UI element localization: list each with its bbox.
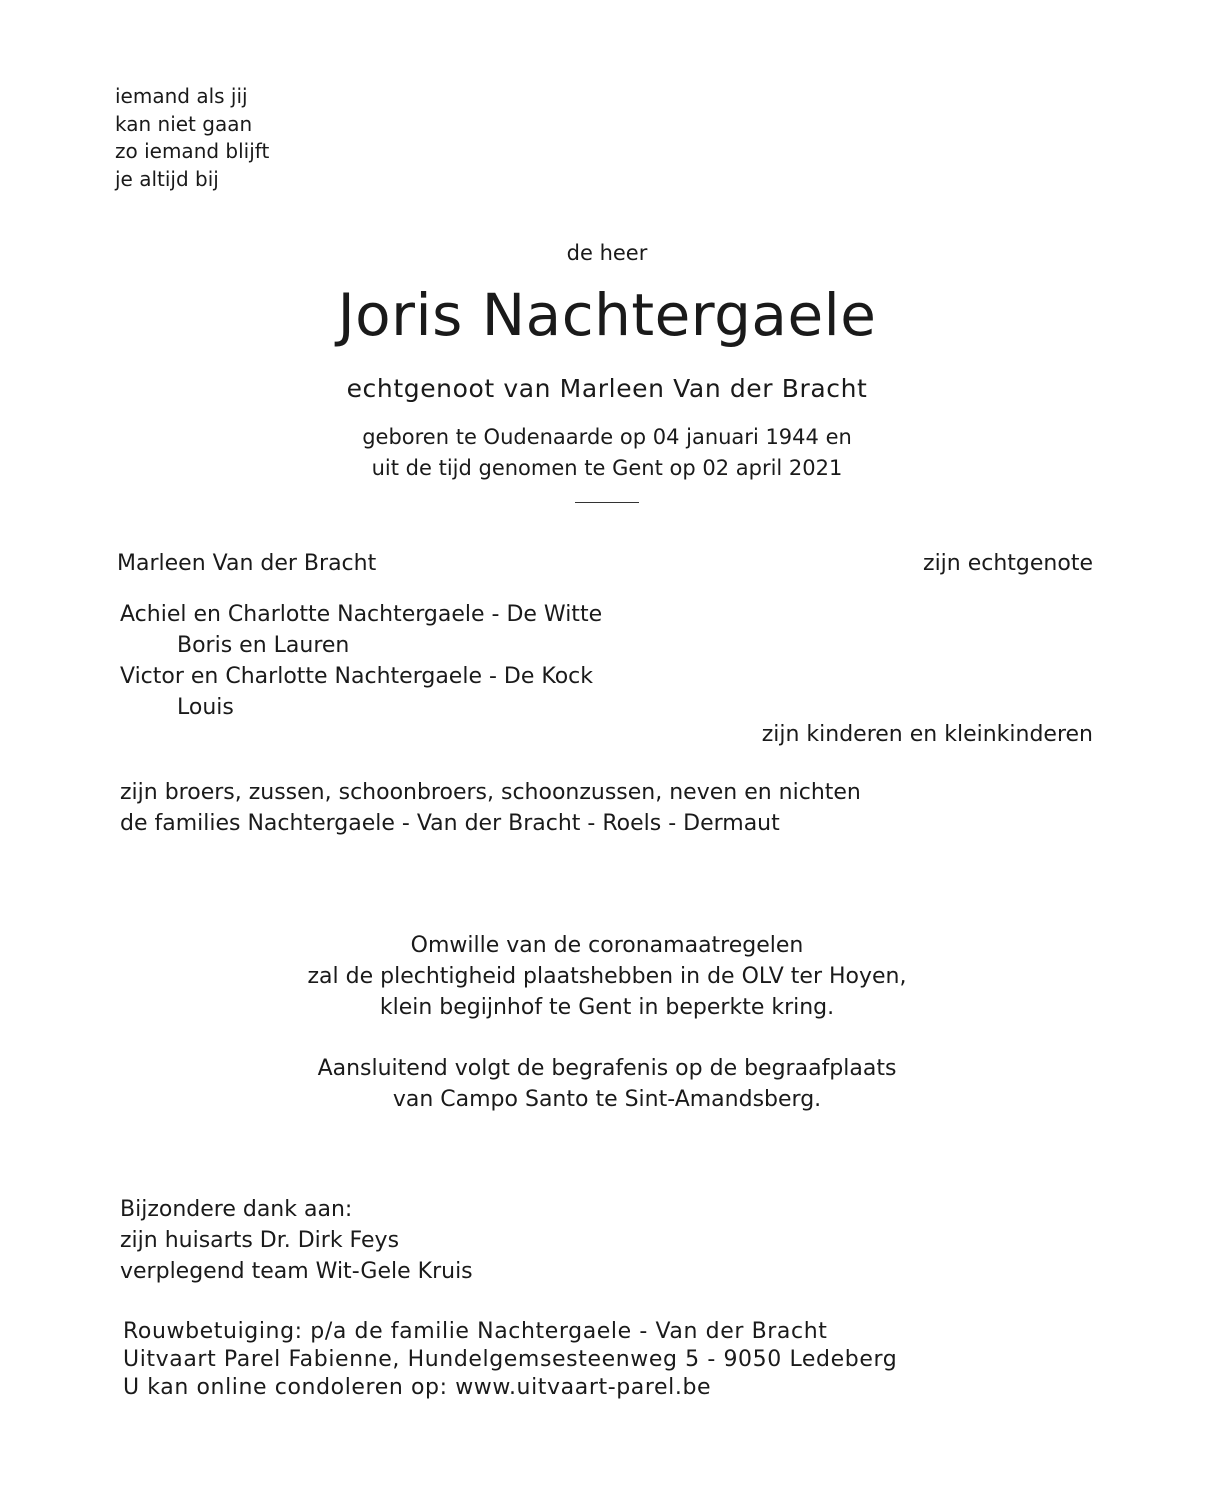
child-family: Victor en Charlotte Nachtergaele - De Kock bbox=[120, 664, 593, 689]
ceremony-line: klein begijnhof te Gent in beperkte kring. bbox=[379, 995, 835, 1020]
poem-line: iemand als jij bbox=[115, 84, 248, 108]
spouse-line: echtgenoot van Marleen Van der Bracht bbox=[346, 374, 868, 403]
burial-line: van Campo Santo te Sint-Amandsberg. bbox=[392, 1087, 822, 1112]
relatives bbox=[120, 777, 861, 839]
ceremony-line: Omwille van de coronamaatregelen bbox=[410, 933, 804, 958]
funeral-home: Uitvaart Parel Fabienne, Hundelgemsesteenweg 5 - 9050 Ledeberg bbox=[123, 1347, 898, 1372]
spouse-role: zijn echtgenote bbox=[923, 551, 1093, 576]
burial-line: Aansluitend volgt de begrafenis op de begraafplaats bbox=[317, 1056, 897, 1081]
condolence-address: Rouwbetuiging: p/a de familie Nachtergaele - Van der Bracht bbox=[123, 1319, 828, 1344]
poem-line: kan niet gaan bbox=[115, 111, 253, 136]
died-line: uit de tijd genomen te Gent op 02 april 2021 bbox=[371, 456, 843, 480]
poem-line: je altijd bij bbox=[115, 166, 219, 191]
grandchildren: Boris en Lauren bbox=[177, 633, 350, 658]
grandchildren: Louis bbox=[177, 695, 234, 720]
divider bbox=[575, 502, 639, 503]
relatives-line: zijn broers, zussen, schoonbroers, schoonzussen, neven en nichten bbox=[120, 780, 861, 805]
burial-info bbox=[0, 1053, 1214, 1115]
ceremony-info bbox=[0, 930, 1214, 1023]
thanks-line: zijn huisarts Dr. Dirk Feys bbox=[120, 1228, 400, 1253]
child-family: Achiel en Charlotte Nachtergaele - De Witte bbox=[120, 602, 603, 627]
life-dates bbox=[0, 422, 1214, 484]
thanks bbox=[120, 1194, 473, 1287]
poem bbox=[115, 83, 269, 193]
relatives-line: de families Nachtergaele - Van der Bracht - Roels - Dermaut bbox=[120, 811, 780, 836]
name-prefix: de heer bbox=[566, 241, 648, 265]
deceased-name: Joris Nachtergaele bbox=[337, 281, 877, 349]
poem-line: zo iemand blijft bbox=[115, 139, 270, 163]
spouse-name: Marleen Van der Bracht bbox=[117, 551, 377, 576]
children-list bbox=[120, 599, 602, 723]
children-role: zijn kinderen en kleinkinderen bbox=[761, 722, 1093, 747]
contact-info bbox=[123, 1318, 897, 1402]
ceremony-line: zal de plechtigheid plaatshebben in de OLV ter Hoyen, bbox=[307, 964, 907, 989]
born-line: geboren te Oudenaarde op 04 januari 1944 en bbox=[362, 425, 852, 449]
thanks-line: verplegend team Wit-Gele Kruis bbox=[120, 1259, 473, 1284]
online-condolence: U kan online condoleren op: www.uitvaart-parel.be bbox=[123, 1375, 712, 1400]
thanks-heading: Bijzondere dank aan: bbox=[120, 1197, 353, 1222]
